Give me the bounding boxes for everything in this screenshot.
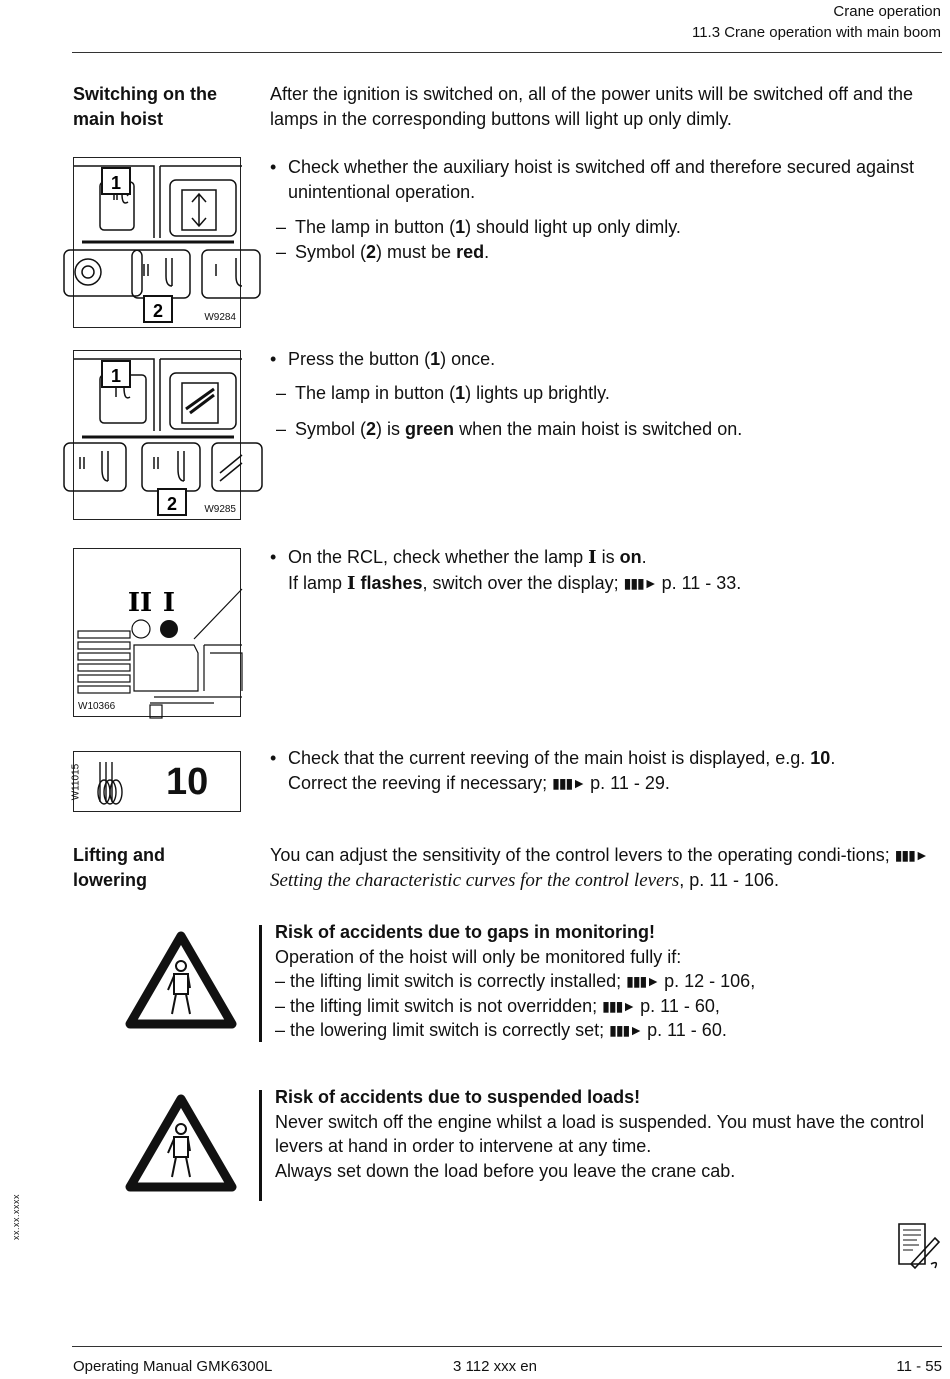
control-panel-illustration (74, 351, 242, 521)
step-check-aux (270, 155, 942, 264)
page-reference-link[interactable]: p. 12 - 106, (664, 971, 756, 991)
figure-w9285 (73, 350, 241, 520)
warning-item: – the lifting limit switch is correctly installed; ▮▮▮► p. 12 - 106, (275, 969, 945, 994)
bullet-rcl: • On the RCL, check whether the lamp I is on. (270, 545, 942, 571)
warning-triangle-icon (124, 930, 238, 1030)
footer-manual: Operating Manual GMK6300L (73, 1358, 273, 1375)
callout-2: 2 (152, 301, 164, 321)
warning-monitoring (275, 920, 945, 1043)
header-chapter: Crane operation (833, 3, 941, 20)
page-reference-link[interactable]: p. 11 - 29. (590, 772, 670, 793)
reference-arrow-icon: ▮▮▮► (602, 997, 636, 1014)
dash-symbol-green: – Symbol (2) is green when the main hoist is switched on. (270, 417, 942, 442)
reeving-value: 10 (166, 761, 209, 803)
reference-arrow-icon: ▮▮▮► (623, 574, 657, 591)
header-rule (72, 52, 942, 53)
page-reference-link[interactable]: p. 11 - 33. (661, 572, 742, 593)
figure-code: W9285 (204, 504, 236, 515)
figure-code: W10366 (78, 701, 116, 712)
lamp-i-label: I (162, 588, 176, 618)
warning-item: – the lifting limit switch is not overridden; ▮▮▮► p. 11 - 60, (275, 994, 945, 1019)
footer-page-number: 11 - 55 (896, 1358, 942, 1375)
control-panel-illustration (74, 158, 242, 329)
bullet-check-aux: • Check whether the auxiliary hoist is switched off and therefore secured against unintentional operation. (270, 155, 942, 204)
figure-w11015 (70, 751, 241, 812)
rcl-display-illustration (74, 549, 242, 718)
reference-arrow-icon: ▮▮▮► (552, 774, 586, 791)
lamp-i-indicator (160, 620, 178, 638)
step-rcl (270, 545, 942, 596)
bullet-press: • Press the button (1) once. (270, 347, 942, 372)
warning-triangle-icon (124, 1093, 238, 1193)
main-hoist-intro: After the ignition is switched on, all of the power units will be switched off and the lamps in the corresponding buttons will light up only dimly. (270, 84, 914, 129)
characteristic-curves-link[interactable]: Setting the characteristic curves for the control levers (270, 869, 680, 891)
figure-code: W9284 (204, 312, 236, 323)
reeving-icon (96, 762, 126, 806)
dash-symbol-red: – Symbol (2) must be red. (270, 240, 942, 265)
bullet-reeving: • Check that the current reeving of the main hoist is displayed, e.g. 10. (270, 746, 942, 771)
figure-w9284 (73, 157, 241, 328)
reference-arrow-icon: ▮▮▮► (894, 847, 928, 863)
warning-intro: Operation of the hoist will only be monitored fully if: (275, 946, 682, 967)
reeving-correct-note: Correct the reeving if necessary; ▮▮▮► p. 11 - 29. (270, 771, 942, 796)
warning-title: Risk of accidents due to suspended loads! (275, 1087, 641, 1107)
warning-text: Always set down the load before you leave the crane cab. (275, 1160, 736, 1181)
reference-arrow-icon: ▮▮▮► (626, 973, 660, 989)
warning-title: Risk of accidents due to gaps in monitoring! (275, 922, 656, 942)
warning-bar (259, 1090, 262, 1201)
figure-w10366 (73, 548, 241, 717)
warning-suspended-loads (275, 1085, 945, 1183)
figure-code: W11015 (70, 763, 82, 801)
section-heading-main-hoist: Switching on the main hoist (73, 84, 217, 129)
section-heading-lifting: Lifting and lowering (73, 845, 165, 890)
header-section: 11.3 Crane operation with main boom (691, 24, 941, 41)
warning-bar (259, 925, 262, 1042)
callout-2: 2 (166, 494, 178, 514)
rcl-flash-note: If lamp I flashes, switch over the display; ▮▮▮► p. 11 - 33. (288, 572, 742, 594)
callout-1: 1 (110, 173, 122, 193)
side-code: xx.xx.xxxx (11, 1193, 21, 1240)
warning-text: Never switch off the engine whilst a load is suspended. You must have the control levers at hand in order to intervene at any time. (275, 1111, 925, 1156)
warning-item: – the lowering limit switch is correctly set; ▮▮▮► p. 11 - 60. (275, 1018, 945, 1043)
dash-lamp-bright: – The lamp in button (1) lights up brightly. (270, 381, 942, 406)
page-reference-link[interactable]: p. 11 - 60, (640, 995, 720, 1016)
reference-arrow-icon: ▮▮▮► (609, 1022, 643, 1038)
step-reeving (270, 746, 942, 795)
page-reference-link[interactable]: p. 11 - 60. (647, 1020, 727, 1040)
footer-rule (72, 1346, 942, 1347)
lifting-intro: You can adjust the sensitivity of the control levers to the operating condi-tions; ▮▮▮► Setting the characteristic curves for the control levers, p. 11 - 106. (270, 845, 928, 891)
callout-1: 1 (110, 366, 122, 386)
dash-lamp-dim: – The lamp in button (1) should light up only dimly. (270, 215, 942, 240)
step-press-button (270, 347, 942, 442)
lamp-ii-indicator (132, 620, 150, 638)
footer-doc-number: 3 112 xxx en (453, 1358, 537, 1375)
lamp-ii-label: II (127, 588, 153, 618)
manual-page-icon (895, 1220, 941, 1270)
